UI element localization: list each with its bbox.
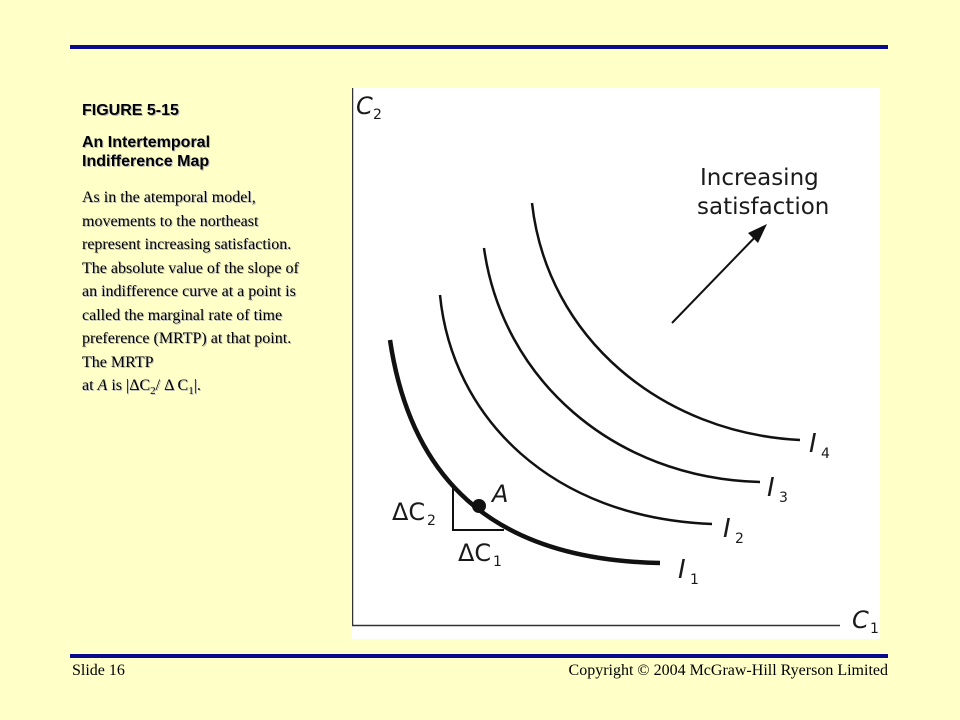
point-a-marker (472, 499, 486, 513)
y-axis-label: C (356, 92, 373, 120)
bottom-rule (70, 654, 888, 658)
y-axis-label-sub: 2 (373, 107, 382, 123)
caption-is: is |ΔC (111, 377, 151, 394)
curve-label-i1: I (678, 555, 686, 585)
indifference-curve-i2 (440, 295, 712, 524)
indifference-curve-i3 (484, 248, 760, 482)
figure-caption (82, 186, 307, 398)
caption-sub-1: 1 (188, 385, 194, 398)
caption-main: As in the atemporal model, movements to the northeast represent increasing satisfaction. The absolute value of the slope of an indifference curve at a point is called the marginal rate of time preference (MRTP) at that point. The MRTP (82, 189, 299, 371)
diagram-panel (352, 88, 880, 639)
caption-point-a: A (97, 377, 108, 394)
curve-label-i1-sub: 1 (690, 572, 699, 588)
slide-number: Slide 16 (72, 662, 125, 679)
curve-label-i2-sub: 2 (735, 531, 744, 547)
caption-at: at (82, 377, 94, 394)
figure-title: An Intertemporal Indifference Map (82, 134, 211, 170)
indifference-map-diagram (352, 88, 880, 639)
delta-c2-label-sub: 2 (427, 513, 436, 529)
delta-c2-label: ΔC (392, 498, 426, 526)
curve-label-i3-sub: 3 (779, 490, 788, 506)
delta-c1-label-sub: 1 (493, 554, 502, 570)
satisfaction-arrow-shaft (672, 232, 760, 323)
point-a-label: A (492, 480, 509, 508)
indifference-curve-i1 (390, 340, 660, 563)
x-axis-label: C (852, 606, 869, 634)
delta-c1-label: ΔC (458, 539, 492, 567)
caption-mid: / Δ C (155, 377, 189, 394)
caption-sub-2: 2 (150, 385, 156, 398)
arrow-label-line1: Increasing (700, 165, 819, 191)
x-axis-label-sub: 1 (870, 621, 879, 637)
caption-tail: |. (193, 377, 201, 394)
curve-label-i2: I (723, 514, 731, 544)
curve-label-i4: I (809, 429, 817, 459)
copyright-notice: Copyright © 2004 McGraw-Hill Ryerson Limited (568, 662, 888, 679)
curve-label-i3: I (767, 473, 775, 503)
top-rule (70, 45, 888, 49)
figure-number: FIGURE 5-15 (82, 102, 179, 119)
caption-mrtp-line (82, 374, 307, 398)
arrow-label-line2: satisfaction (697, 194, 830, 220)
curve-label-i4-sub: 4 (821, 446, 830, 462)
